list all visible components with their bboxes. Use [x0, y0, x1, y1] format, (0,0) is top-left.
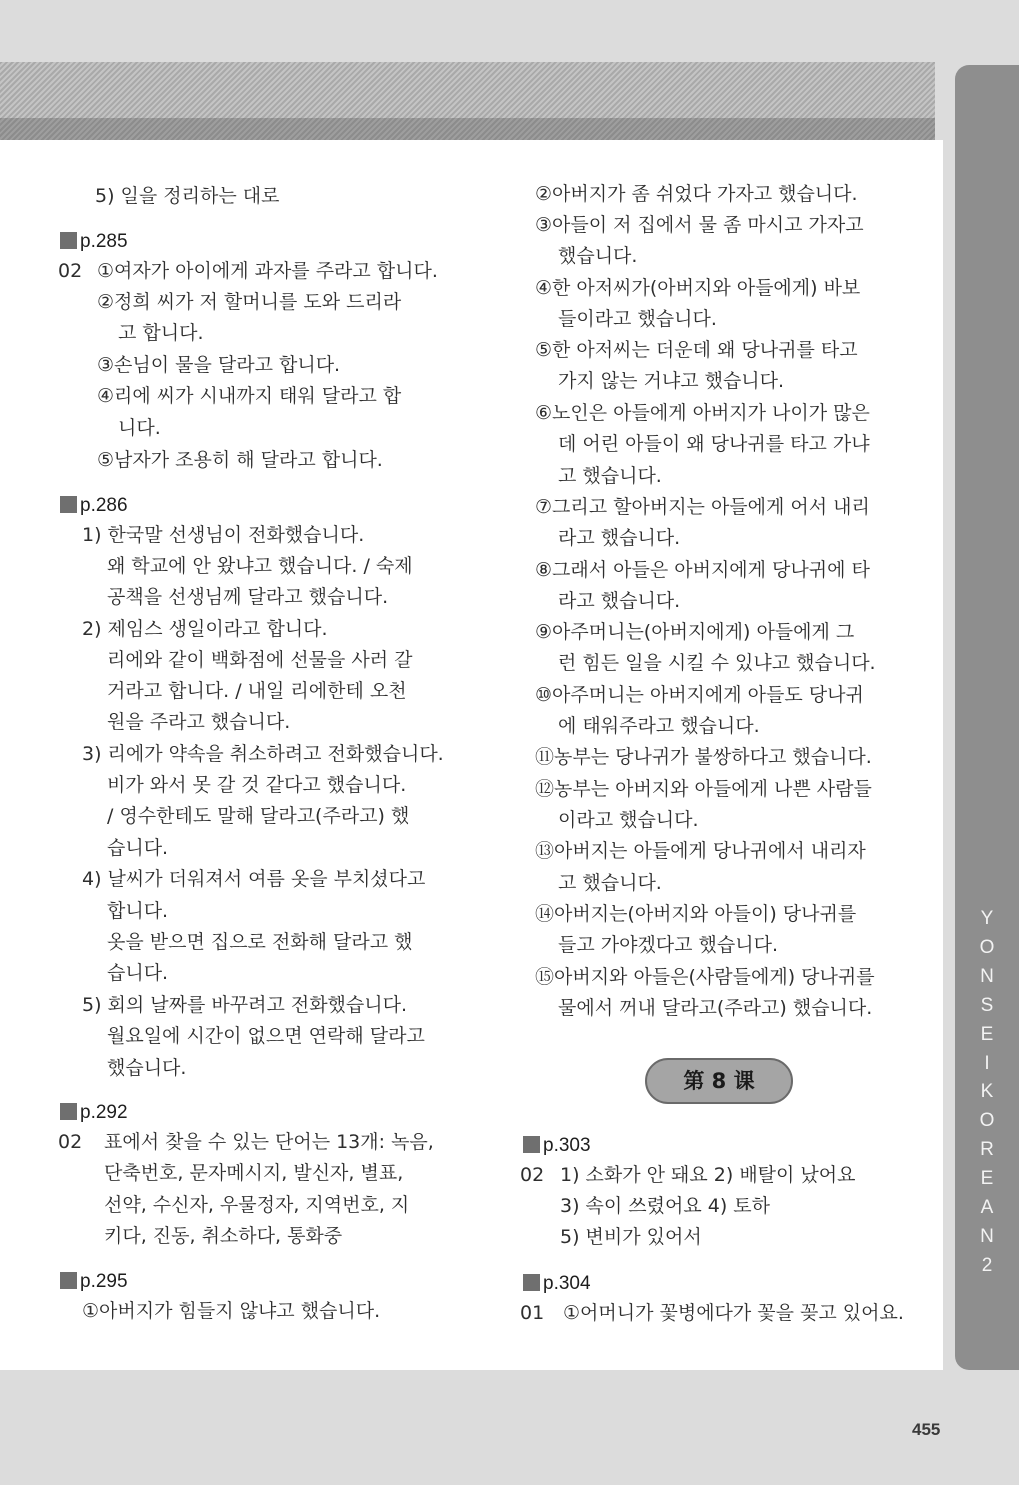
answer-line: ②아버지가 좀 쉬었다 가자고 했습니다.	[535, 183, 858, 205]
answer-line: ⑥노인은 아들에게 아버지가 나이가 많은	[535, 402, 870, 424]
side-letter: O	[979, 936, 995, 958]
answer-line: 3) 리에가 약속을 취소하려고 전화했습니다.	[82, 743, 444, 765]
answer-line: 했습니다.	[107, 1057, 187, 1079]
side-letter: N	[980, 965, 994, 987]
answer-line: ⑩아주머니는 아버지에게 아들도 당나귀	[535, 684, 864, 706]
answer-line: ④리에 씨가 시내까지 태워 달라고 합	[97, 385, 402, 407]
answer-line: 표에서 찾을 수 있는 단어는 13개: 녹음,	[104, 1131, 434, 1153]
answer-line: ③손님이 물을 달라고 합니다.	[97, 354, 341, 376]
answer-line: ①여자가 아이에게 과자를 주라고 합니다.	[97, 260, 438, 282]
answer-line: / 영수한테도 말해 달라고(주라고) 했	[107, 805, 410, 827]
answer-line: ⑮아버지와 아들은(사람들에게) 당나귀를	[535, 966, 875, 988]
header-band-dark-strip	[0, 118, 935, 140]
page-number: 455	[912, 1420, 941, 1439]
answer-line: 2) 제임스 생일이라고 합니다.	[82, 618, 328, 640]
exercise-number: 02	[58, 1131, 83, 1153]
answer-line: 습니다.	[107, 837, 169, 859]
answer-line: ⑤남자가 조용히 해 달라고 합니다.	[97, 449, 383, 471]
answer-line: 3) 속이 쓰렸어요 4) 토하	[560, 1195, 770, 1217]
side-letter: O	[979, 1110, 995, 1132]
answer-line: 옷을 받으면 집으로 전화해 달라고 했	[107, 931, 413, 953]
section-heading	[523, 1134, 591, 1158]
answer-line: 들이라고 했습니다.	[558, 308, 717, 330]
answer-line: 물에서 꺼내 달라고(주라고) 했습니다.	[558, 997, 873, 1019]
header-band	[0, 62, 935, 140]
answer-line: 5) 일을 정리하는 대로	[95, 185, 280, 207]
answer-line: ⑧그래서 아들은 아버지에게 당나귀에 타	[535, 559, 870, 581]
answer-line: 원을 주라고 했습니다.	[107, 711, 291, 733]
answer-line: 고 했습니다.	[558, 872, 662, 894]
answer-line: ④한 아저씨가(아버지와 아들에게) 바보	[535, 277, 861, 299]
square-bullet-icon	[60, 232, 77, 249]
answer-line: 선약, 수신자, 우물정자, 지역번호, 지	[104, 1194, 410, 1216]
side-letter: K	[980, 1081, 994, 1103]
square-bullet-icon	[60, 1103, 77, 1120]
side-letter: Y	[980, 908, 994, 929]
answer-line: ⑨아주머니는(아버지에게) 아들에게 그	[535, 621, 855, 643]
side-letter: I	[984, 1052, 990, 1074]
answer-line: ⑫농부는 아버지와 아들에게 나쁜 사람들	[535, 778, 872, 800]
answer-line: 리에와 같이 백화점에 선물을 사러 갈	[107, 649, 413, 671]
lesson-badge: 第 8 课	[645, 1058, 793, 1104]
side-letter: 2	[981, 1254, 993, 1276]
exercise-number: 02	[58, 260, 83, 282]
square-bullet-icon	[60, 496, 77, 513]
answer-line: 1) 한국말 선생님이 전화했습니다.	[82, 524, 365, 546]
answer-line: ③아들이 저 집에서 물 좀 마시고 가자고	[535, 214, 864, 236]
answer-line: 4) 날씨가 더워져서 여름 옷을 부치셨다고	[82, 868, 426, 890]
square-bullet-icon	[60, 1272, 77, 1289]
answer-line: ①어머니가 꽃병에다가 꽃을 꽂고 있어요.	[563, 1302, 904, 1324]
section-heading	[60, 230, 128, 254]
square-bullet-icon	[523, 1274, 540, 1291]
section-heading	[60, 494, 128, 518]
answer-line: 키다, 진동, 취소하다, 통화중	[104, 1225, 343, 1247]
answer-line: 라고 했습니다.	[558, 527, 681, 549]
answer-line: 고 했습니다.	[558, 465, 662, 487]
answer-line: 5) 회의 날짜를 바꾸려고 전화했습니다.	[82, 994, 408, 1016]
answer-line: 고 합니다.	[118, 322, 204, 344]
side-letter: R	[980, 1139, 994, 1161]
answer-line: ⑤한 아저씨는 더운데 왜 당나귀를 타고	[535, 339, 858, 361]
section-heading	[60, 1270, 128, 1294]
answer-line: ②정희 씨가 저 할머니를 도와 드리라	[97, 291, 402, 313]
side-letter: N	[980, 1225, 994, 1247]
side-letter: E	[980, 1168, 994, 1190]
answer-line: 단축번호, 문자메시지, 발신자, 별표,	[104, 1162, 404, 1184]
exercise-number: 02	[520, 1164, 545, 1186]
section-label: p.285	[80, 231, 128, 252]
answer-line: 월요일에 시간이 없으면 연락해 달라고	[107, 1025, 425, 1047]
answer-line: 거라고 합니다. / 내일 리에한테 오천	[107, 680, 407, 702]
answer-line: 이라고 했습니다.	[558, 809, 699, 831]
answer-line: 1) 소화가 안 돼요 2) 배탈이 났어요	[560, 1164, 856, 1186]
answer-line: ①아버지가 힘들지 않냐고 했습니다.	[82, 1300, 381, 1322]
answer-line: 공책을 선생님께 달라고 했습니다.	[107, 586, 389, 608]
side-letter: A	[980, 1197, 994, 1219]
section-label: p.286	[80, 495, 128, 516]
answer-line: 런 힘든 일을 시킬 수 있냐고 했습니다.	[558, 652, 876, 674]
answer-line: 했습니다.	[558, 245, 638, 267]
section-label: p.292	[80, 1102, 128, 1123]
answer-line: ⑭아버지는(아버지와 아들이) 당나귀를	[535, 903, 857, 925]
answer-line: 라고 했습니다.	[558, 590, 681, 612]
answer-line: ⑦그리고 할아버지는 아들에게 어서 내리	[535, 496, 870, 518]
answer-line: 비가 와서 못 갈 것 같다고 했습니다.	[107, 774, 407, 796]
section-label: p.303	[543, 1135, 591, 1156]
side-letter: S	[980, 994, 994, 1016]
answer-line: 에 태워주라고 했습니다.	[558, 715, 760, 737]
square-bullet-icon	[523, 1136, 540, 1153]
answer-line: 5) 변비가 있어서	[560, 1226, 702, 1248]
side-label	[975, 905, 999, 1281]
section-heading	[60, 1101, 128, 1125]
answer-line: ⑪농부는 당나귀가 불쌍하다고 했습니다.	[535, 746, 872, 768]
section-label: p.304	[543, 1273, 591, 1294]
side-letter: E	[980, 1023, 994, 1045]
answer-line: 데 어린 아들이 왜 당나귀를 타고 가냐	[558, 433, 870, 455]
answer-line: ⑬아버지는 아들에게 당나귀에서 내리자	[535, 840, 866, 862]
section-heading	[523, 1272, 591, 1296]
exercise-number: 01	[520, 1302, 545, 1324]
answer-line: 왜 학교에 안 왔냐고 했습니다. / 숙제	[107, 555, 413, 577]
answer-line: 합니다.	[107, 900, 169, 922]
answer-line: 습니다.	[107, 962, 169, 984]
answer-line: 들고 가야겠다고 했습니다.	[558, 934, 779, 956]
answer-line: 가지 않는 거냐고 했습니다.	[558, 370, 785, 392]
answer-line: 니다.	[118, 417, 161, 439]
section-label: p.295	[80, 1271, 128, 1292]
